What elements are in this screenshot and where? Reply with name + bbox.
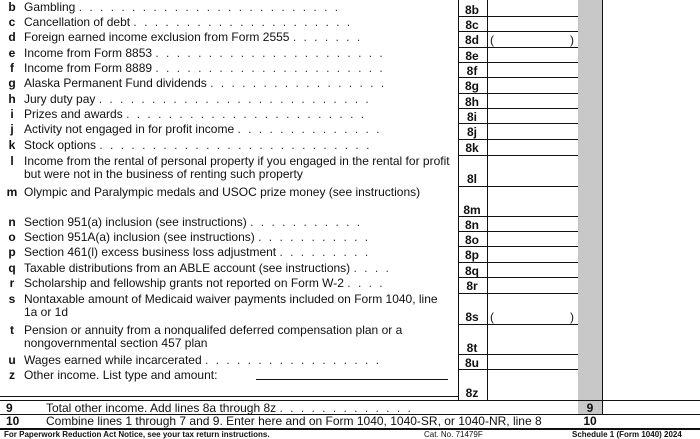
line-label: Total other income. Add lines 8a through 8z . . . . . . . . . . . . .	[46, 401, 413, 415]
line-letter: u	[8, 353, 16, 367]
row-divider	[458, 123, 578, 124]
line-letter: s	[8, 292, 16, 306]
line-label: Activity not engaged in for profit income . . . . . . . . . . . . . .	[24, 122, 382, 136]
line-code-9: 9	[586, 401, 594, 415]
line-label: Olympic and Paralympic medals and USOC prize money (see instructions)	[24, 185, 421, 199]
row-divider	[458, 62, 578, 63]
form-id: Schedule 1 (Form 1040) 2024	[572, 430, 682, 439]
line-code-8k: 8k	[465, 141, 479, 155]
row-divider	[458, 31, 578, 32]
line-code-8r: 8r	[466, 279, 478, 293]
line-label: Income from the rental of personal property if you engaged in the rental for profit but were not in the business of renting such property	[24, 154, 450, 181]
line-label: Other income. List type and amount:	[24, 368, 218, 382]
row-divider	[458, 262, 578, 263]
line-10	[0, 414, 700, 427]
line-letter: r	[9, 276, 15, 290]
row-divider	[458, 277, 578, 278]
line-code-8g: 8g	[464, 79, 479, 93]
line-letter: n	[8, 215, 16, 229]
line-letter: g	[8, 76, 16, 90]
line-code-8u: 8u	[464, 356, 479, 370]
shaded-column	[578, 0, 603, 414]
line-9	[0, 401, 700, 413]
row-divider	[458, 354, 578, 355]
line-label: Pension or annuity from a nonqualifed deferred compensation plan or a nongovernmental section 457 plan	[24, 323, 403, 350]
line-code-8z: 8z	[465, 386, 479, 400]
line-code-8i: 8i	[466, 110, 477, 124]
line-letter: f	[10, 61, 14, 75]
line-letter: p	[8, 245, 16, 259]
line-code-8m: 8m	[463, 203, 481, 217]
row-divider	[458, 216, 578, 217]
line-label: Income from Form 8853 . . . . . . . . . . . . . . . . . . . . . .	[24, 46, 385, 60]
line-label: Section 951(a) inclusion (see instructions) . . . . . . . . . . .	[24, 215, 363, 229]
line-code-8b: 8b	[464, 3, 479, 17]
line-letter: m	[6, 185, 18, 199]
line-code-8q: 8q	[464, 264, 479, 278]
line-letter: h	[8, 92, 16, 106]
line-label: Taxable distributions from an ABLE account (see instructions) . . . .	[24, 261, 391, 275]
line-label: Scholarship and fellowship grants not reported on Form W-2 . . . .	[24, 276, 385, 290]
line-code-8e: 8e	[465, 49, 479, 63]
line-letter: d	[8, 30, 16, 44]
line-letter: i	[10, 107, 14, 121]
line-code-8h: 8h	[464, 95, 479, 109]
line-label: Gambling . . . . . . . . . . . . . . . . . . . . . . . . .	[24, 0, 341, 14]
row-divider	[458, 47, 578, 48]
amount-column	[486, 0, 579, 400]
line-letter: j	[10, 122, 14, 136]
row-divider	[458, 246, 578, 247]
amount-parentheses-8d[interactable]: ( )	[490, 33, 574, 47]
line-letter: q	[8, 261, 16, 275]
line-label: Alaska Permanent Fund dividends . . . . . . . . . . . . . . . . .	[24, 76, 387, 90]
line-label: Stock options . . . . . . . . . . . . . . . . . . . . . . . . . .	[24, 138, 372, 152]
line-code-8f: 8f	[466, 64, 478, 78]
line-code-8d: 8d	[464, 33, 479, 47]
line-letter: o	[8, 230, 16, 244]
paperwork-notice: For Paperwork Reduction Act Notice, see your tax return instructions.	[4, 430, 270, 439]
line-label: Section 461(l) excess business loss adjustment . . . . . . . . .	[24, 245, 371, 259]
row-divider	[458, 155, 578, 156]
line-code-8o: 8o	[464, 233, 479, 247]
line-letter: e	[8, 46, 16, 60]
line-code-8c: 8c	[465, 18, 479, 32]
other-income-type-field[interactable]	[256, 379, 448, 380]
line-letter: l	[10, 154, 14, 168]
line-label: Nontaxable amount of Medicaid waiver payments included on Form 1040, line 1a or 1d	[24, 292, 438, 319]
line-code-8l: 8l	[466, 172, 477, 186]
line-label: Cancellation of debt . . . . . . . . . . . . . . . . . . . . .	[24, 15, 353, 29]
line-number: 9	[6, 401, 13, 415]
line-code-8j: 8j	[466, 125, 477, 139]
line-label: Income from Form 8889 . . . . . . . . . . . . . . . . . . . . . .	[24, 61, 385, 75]
row-divider	[458, 108, 578, 109]
line-label: Prizes and awards . . . . . . . . . . . . . . . . . . . . . . .	[24, 107, 367, 121]
catalog-number: Cat. No. 71479F	[424, 430, 483, 439]
row-divider	[458, 139, 578, 140]
line-code-10: 10	[583, 414, 597, 428]
line-label: Foreign earned income exclusion from Form 2555 . . . . . . .	[24, 30, 363, 44]
line-number: 10	[6, 414, 20, 428]
row-divider	[458, 93, 578, 94]
line-code-8s: 8s	[465, 310, 479, 324]
row-divider	[458, 186, 578, 187]
line-label: Combine lines 1 through 7 and 9. Enter here and on Form 1040, 1040-SR, or 1040-NR, line 8	[46, 414, 542, 428]
row-divider	[458, 16, 578, 17]
row-divider	[458, 324, 578, 325]
line-code-8t: 8t	[466, 341, 478, 355]
amount-parentheses-8s[interactable]: ( )	[490, 310, 574, 324]
row-divider	[458, 369, 578, 370]
row-divider	[458, 77, 578, 78]
line-letter: k	[8, 138, 16, 152]
line-label: Wages earned while incarcerated . . . . . . . . . . . . . . . . .	[24, 353, 382, 367]
row-divider	[458, 231, 578, 232]
line-8b	[0, 1, 458, 14]
line-letter: b	[8, 0, 16, 14]
row-divider	[458, 293, 578, 294]
line-code-8p: 8p	[464, 248, 479, 262]
line-letter: t	[10, 323, 14, 337]
line-label: Jury duty pay . . . . . . . . . . . . . . . . . . . . . . . . . .	[24, 92, 371, 106]
line-code-8n: 8n	[464, 218, 479, 232]
section-divider	[0, 396, 458, 397]
line-letter: z	[9, 368, 15, 382]
line-label: Section 951A(a) inclusion (see instructions) . . . . . . . . . . .	[24, 230, 371, 244]
line-letter: c	[8, 15, 16, 29]
